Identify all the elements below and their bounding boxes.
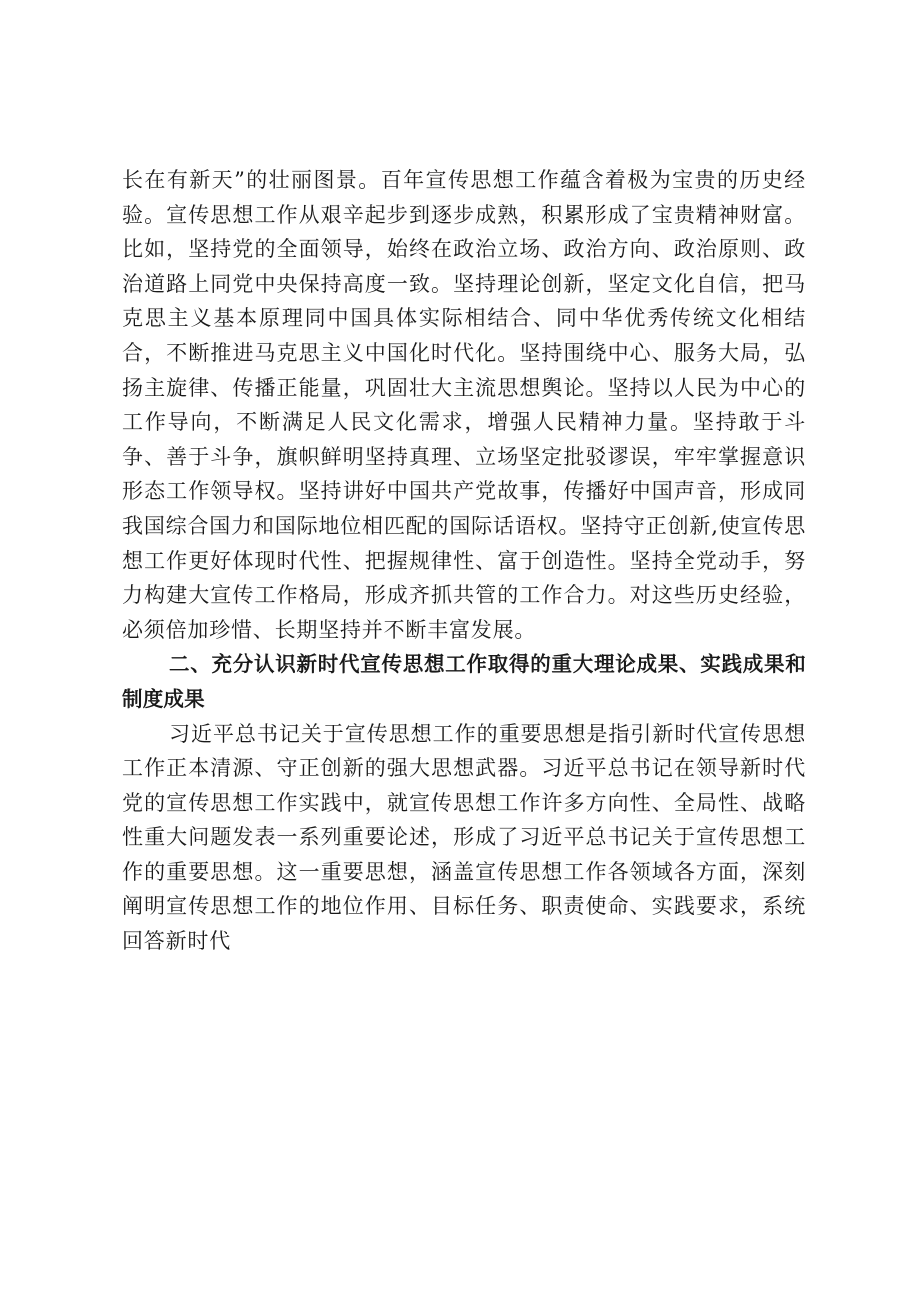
section-heading-two: 二、充分认识新时代宣传思想工作取得的重大理论成果、实践成果和制度成果 — [122, 652, 806, 711]
paragraph-important-thought: 习近平总书记关于宣传思想工作的重要思想是指引新时代宣传思想工作正本清源、守正创新的强大思想武器。习近平总书记在领导新时代党的宣传思想工作实践中，就宣传思想工作许多方向性、全局性、战略性重大问题发表一系列重要论述，形成了习近平总书记关于宣传思想工作的重要思想。这一重要思想，涵盖宣传思想工作各领域各方面，深刻阐明宣传思想工作的地位作用、目标任务、职责使命、实践要求，系统回答新时代 — [122, 721, 806, 954]
document-body — [122, 163, 806, 959]
paragraph-historical-experience: 长在有新天”的壮丽图景。百年宣传思想工作蕴含着极为宝贵的历史经验。宣传思想工作从艰辛起步到逐步成熟，积累形成了宝贵精神财富。比如，坚持党的全面领导，始终在政治立场、政治方向、政治原则、政治道路上同党中央保持高度一致。坚持理论创新，坚定文化自信，把马克思主义基本原理同中国具体实际相结合、同中华优秀传统文化相结合，不断推进马克思主义中国化时代化。坚持围绕中心、服务大局，弘扬主旋律、传播正能量，巩固壮大主流思想舆论。坚持以人民为中心的工作导向，不断满足人民文化需求，增强人民精神力量。坚持敢于斗争、善于斗争，旗帜鲜明坚持真理、立场坚定批驳谬误，牢牢掌握意识形态工作领导权。坚持讲好中国共产党故事，传播好中国声音，形成同我国综合国力和国际地位相匹配的国际话语权。坚持守正创新,使宣传思想工作更好体现时代性、把握规律性、富于创造性。坚持全党动手，努力构建大宣传工作格局，形成齐抓共管的工作合力。对这些历史经验，必须倍加珍惜、长期坚持并不断丰富发展。 — [122, 168, 806, 642]
